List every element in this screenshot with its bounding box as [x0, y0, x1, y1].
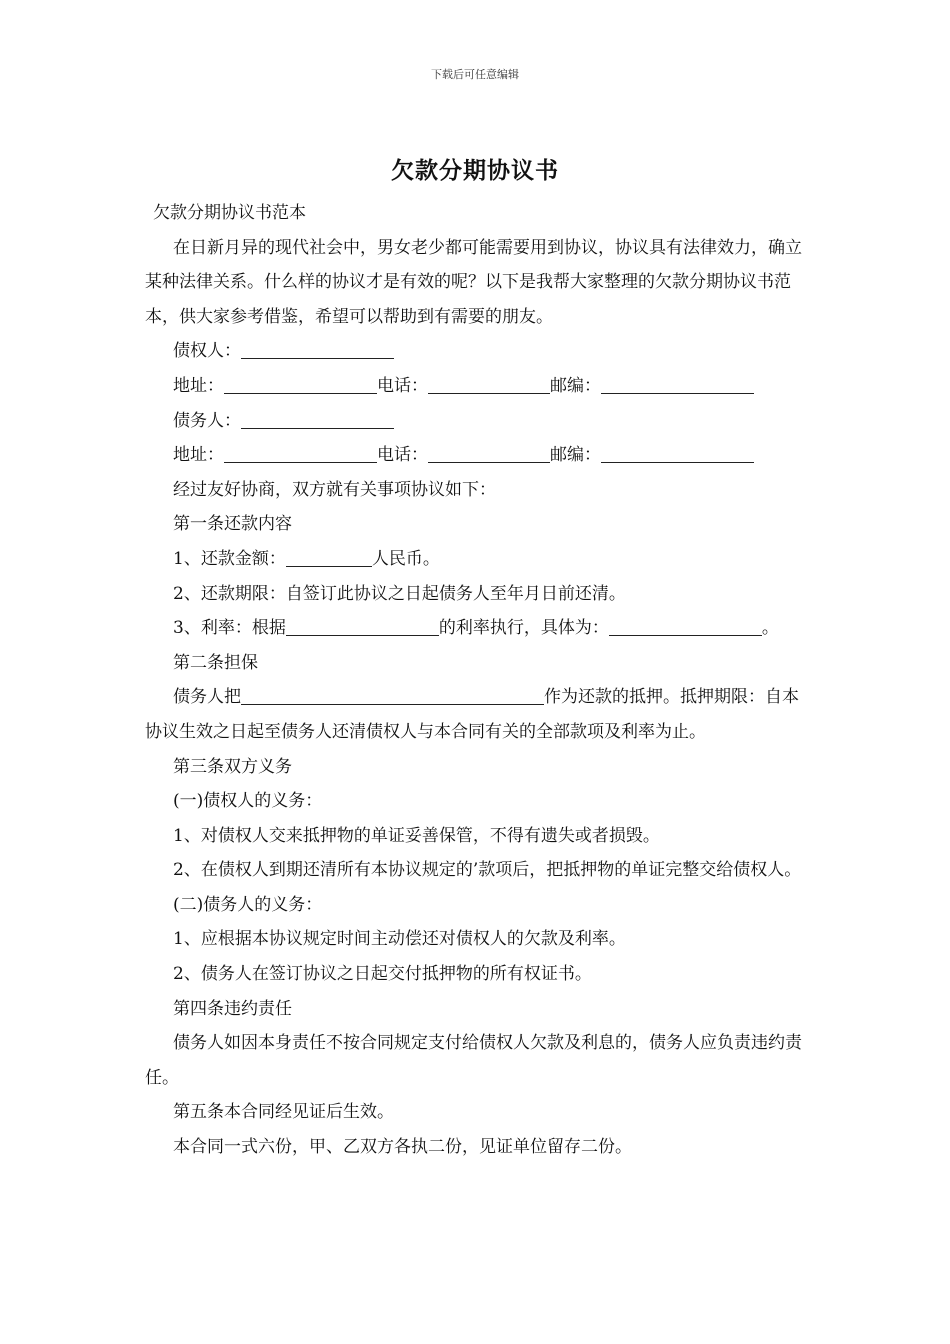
- term-line: 2、还款期限：自签订此协议之日起债务人至年月日前还清。: [173, 583, 626, 604]
- rate-label: 3、利率：根据: [173, 618, 286, 639]
- creditor-blank: [241, 340, 394, 359]
- debtor-duties-heading: (二)债务人的义务：: [173, 894, 323, 915]
- postcode-blank: [601, 444, 754, 463]
- phone-label: 电话：: [377, 445, 428, 466]
- article3-heading: 第三条双方义务: [173, 756, 292, 777]
- rate-basis-blank: [286, 617, 439, 636]
- document-title: 欠款分期协议书: [391, 157, 559, 184]
- intro-paragraph: 在日新月异的现代社会中，男女老少都可能需要用到协议，协议具有法律效力，确立某种法律关系。什么样的协议才是有效的呢？以下是我帮大家整理的欠款分期协议书范本，供大家参考借鉴，希望可以帮助到有需要的朋友。: [145, 237, 802, 327]
- rate-line: [145, 611, 810, 646]
- debtor-label: 债务人：: [173, 410, 241, 431]
- pledge-label: 债务人把: [173, 687, 241, 708]
- article5-text: 本合同一式六份，甲、乙双方各执二份，见证单位留存二份。: [173, 1137, 632, 1158]
- document-body: [145, 196, 810, 1165]
- debtor-duty-item: 1、应根据本协议规定时间主动偿还对债权人的欠款及利率。: [173, 929, 626, 950]
- address-label: 地址：: [173, 375, 224, 396]
- amount-suffix: 人民币。: [371, 548, 440, 569]
- agreement-lead: 经过友好协商，双方就有关事项协议如下：: [173, 479, 496, 500]
- pledge-paragraph: [145, 680, 810, 749]
- address-blank: [224, 444, 377, 463]
- phone-label: 电话：: [377, 375, 428, 396]
- amount-line: [145, 542, 810, 577]
- header-note: 下载后可任意编辑: [431, 68, 519, 81]
- phone-blank: [428, 375, 550, 394]
- debtor-contact-line: [145, 438, 810, 473]
- pledge-text: 作为还款的抵押。抵押期限：自本协议生效之日起至债务人还清债权人与本合同有关的全部款项及利率为止。: [145, 687, 799, 742]
- pledge-blank: [241, 686, 544, 705]
- address-label: 地址：: [173, 445, 224, 466]
- rate-end: 。: [761, 618, 779, 639]
- debtor-line: [145, 404, 810, 439]
- rate-value-blank: [609, 617, 762, 636]
- creditor-label: 债权人：: [173, 341, 241, 362]
- article4-heading: 第四条违约责任: [173, 998, 292, 1019]
- debtor-duty-item: 2、债务人在签订协议之日起交付抵押物的所有权证书。: [173, 964, 592, 985]
- article2-heading: 第二条担保: [173, 652, 258, 673]
- amount-label: 1、还款金额：: [173, 548, 286, 569]
- amount-blank: [286, 548, 372, 567]
- phone-blank: [428, 444, 550, 463]
- creditor-duty-item: 2、在债权人到期还清所有本协议规定的’款项后，把抵押物的单证完整交给债权人。: [173, 860, 802, 881]
- creditor-line: [145, 334, 810, 369]
- postcode-blank: [601, 375, 754, 394]
- postcode-label: 邮编：: [550, 445, 601, 466]
- subtitle: 欠款分期协议书范本: [153, 203, 306, 223]
- rate-mid: 的利率执行，具体为：: [438, 618, 609, 639]
- creditor-duties-heading: (一)债权人的义务：: [173, 791, 323, 812]
- creditor-duty-item: 1、对债权人交来抵押物的单证妥善保管，不得有遗失或者损毁。: [173, 825, 660, 846]
- address-blank: [224, 375, 377, 394]
- article4-text: 债务人如因本身责任不按合同规定支付给债权人欠款及利息的，债务人应负责违约责任。: [145, 1033, 802, 1088]
- creditor-contact-line: [145, 369, 810, 404]
- article5-heading: 第五条本合同经见证后生效。: [173, 1102, 394, 1123]
- article1-heading: 第一条还款内容: [173, 514, 292, 535]
- debtor-blank: [241, 410, 394, 429]
- postcode-label: 邮编：: [550, 375, 601, 396]
